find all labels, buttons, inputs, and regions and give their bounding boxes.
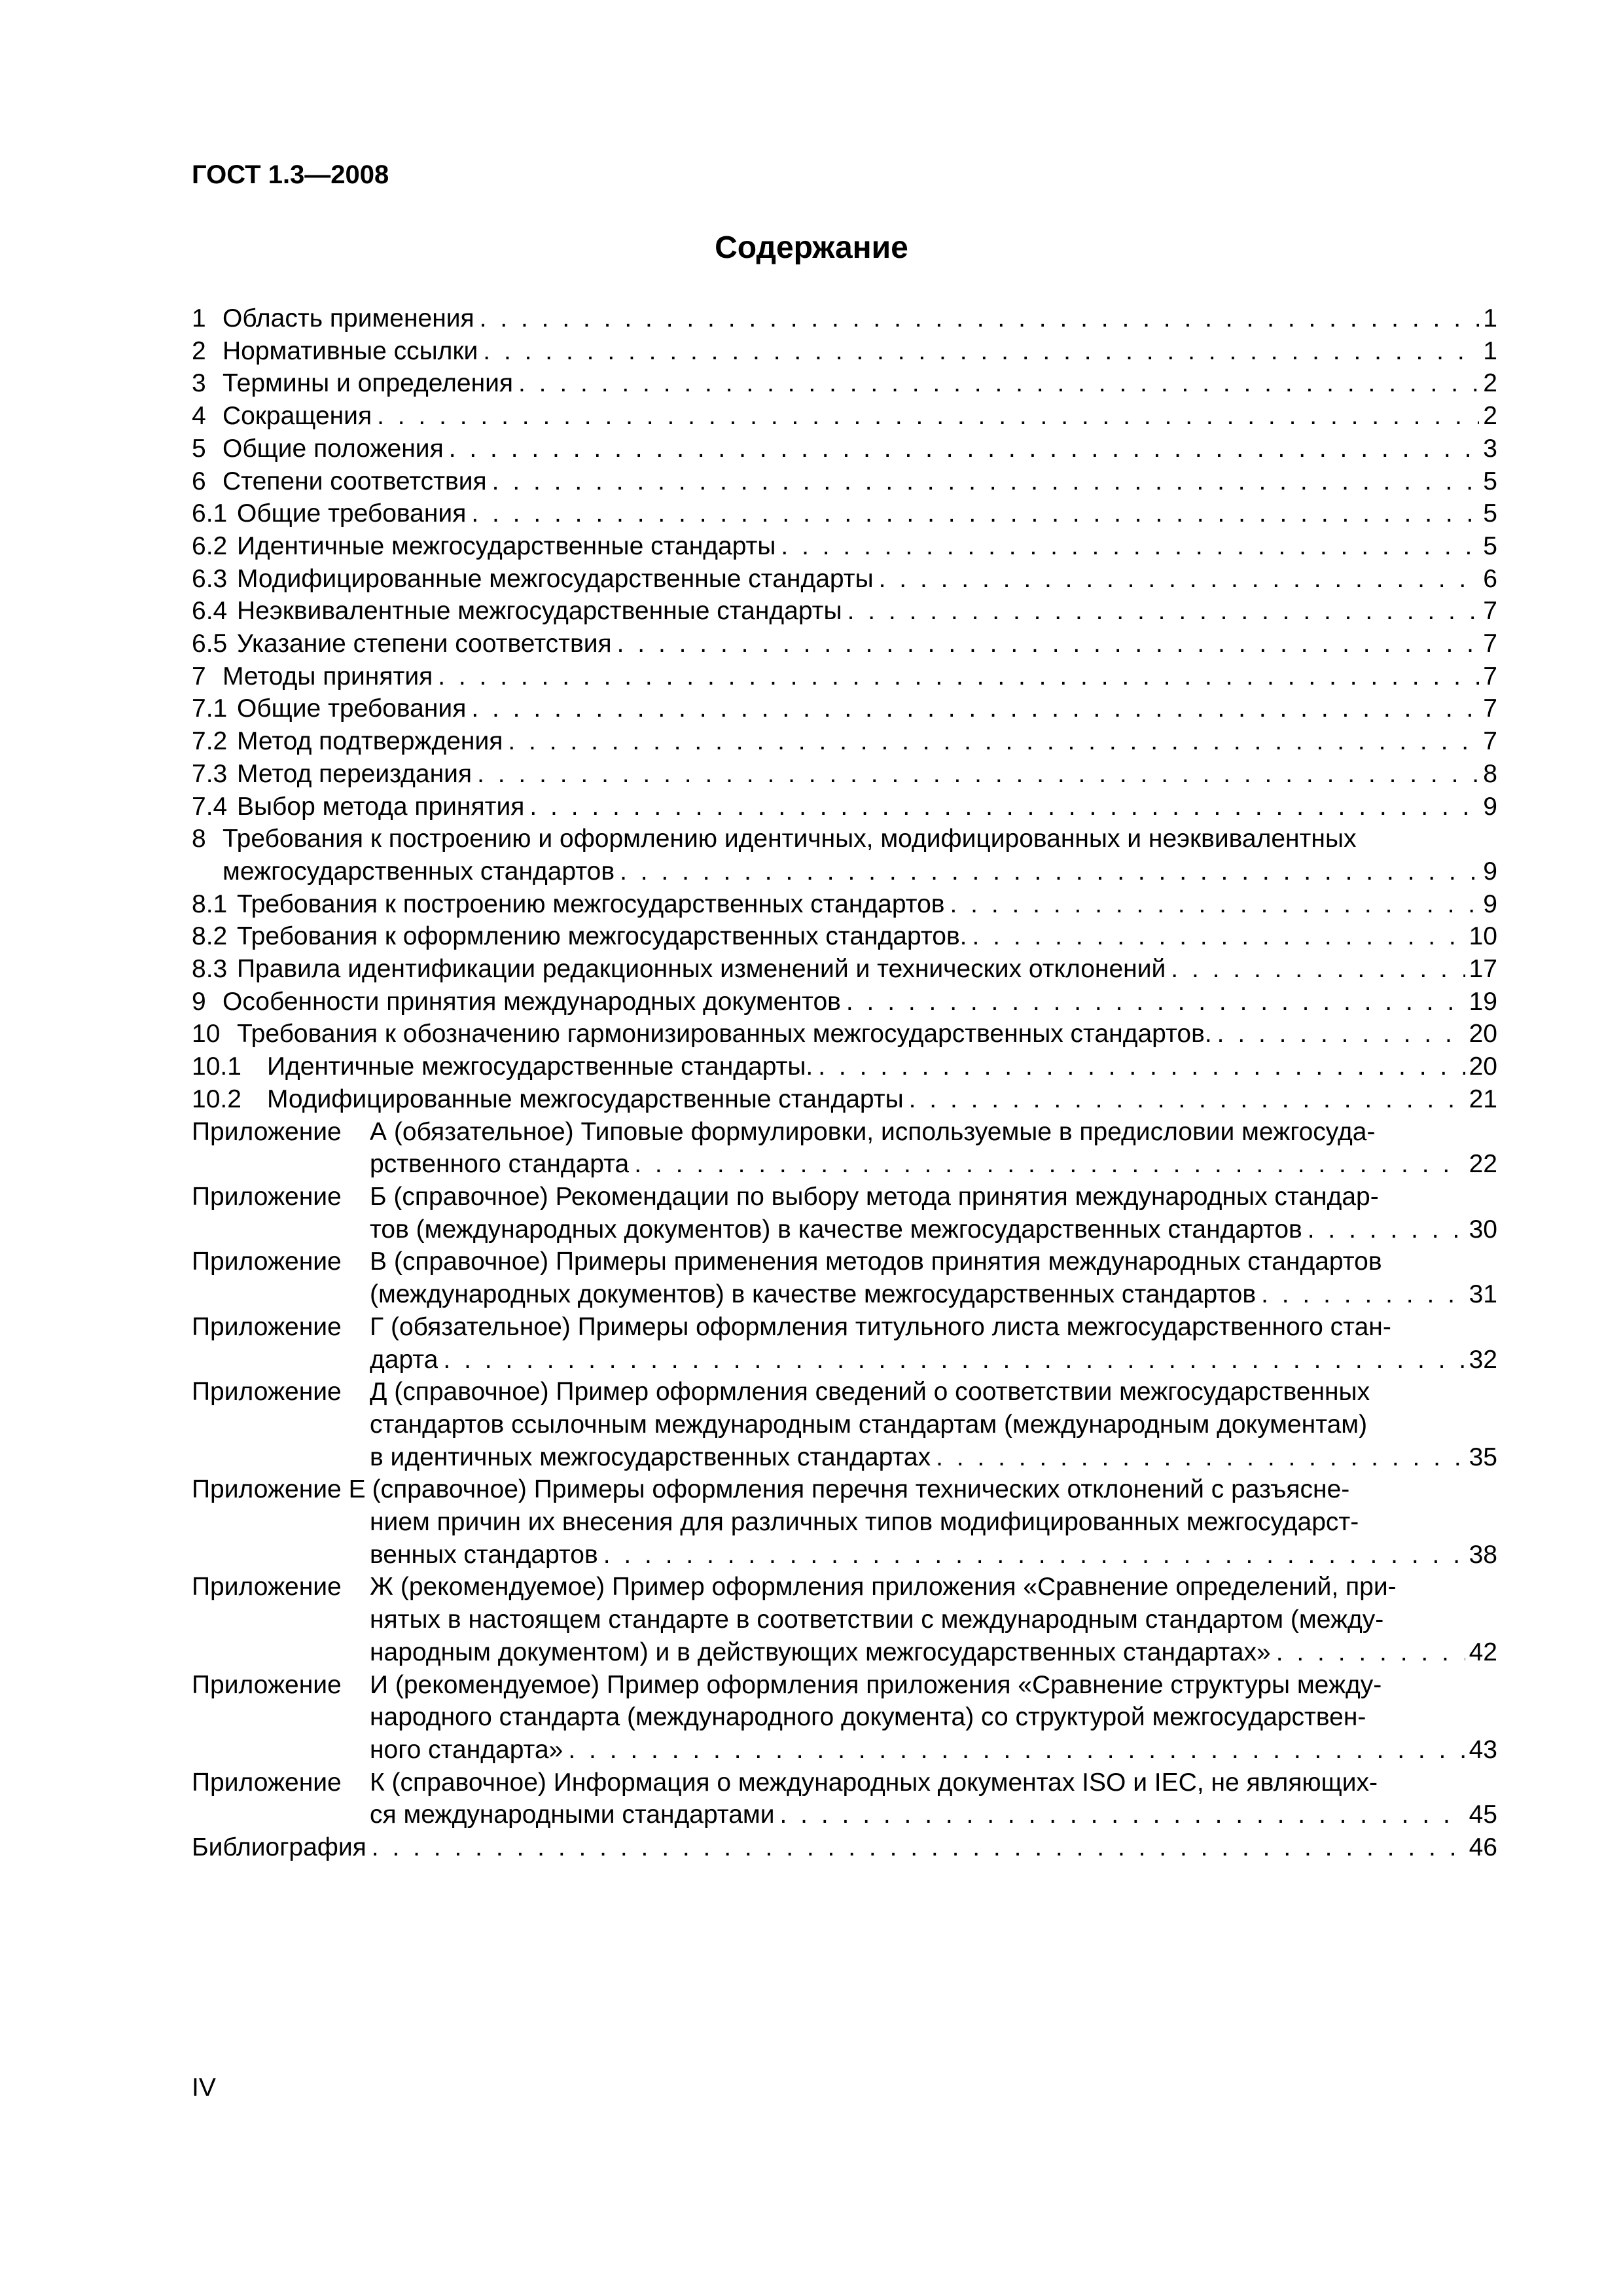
toc-number: 8.3 [192, 955, 228, 984]
leader-dots [492, 465, 1480, 498]
toc-text-cont: межгосударственных стандартов [223, 857, 615, 886]
toc-entry-6[interactable] [192, 465, 1497, 498]
leader-dots [372, 1831, 1465, 1864]
leader-dots [377, 400, 1479, 433]
toc-text: Д (справочное) Пример оформления сведений о соответствии межгосударственных [370, 1378, 1370, 1407]
toc-page: 3 [1483, 434, 1497, 463]
toc-entry-7-1[interactable] [192, 692, 1497, 725]
toc-entry-9[interactable] [192, 986, 1497, 1018]
toc-page: 30 [1469, 1215, 1497, 1244]
toc-number: 4 [192, 402, 206, 431]
leader-dots [879, 563, 1480, 596]
toc-page: 43 [1469, 1735, 1497, 1764]
toc-page: 2 [1483, 402, 1497, 431]
appendix-prefix: Приложение [192, 1378, 342, 1407]
leader-dots [1217, 1018, 1465, 1050]
toc-entry-7-4[interactable] [192, 791, 1497, 823]
toc-number: 10.2 [192, 1085, 241, 1113]
appendix-prefix: Приложение [192, 1247, 342, 1276]
toc-number: 2 [192, 336, 206, 365]
leader-dots [449, 433, 1480, 465]
toc-appendix-i[interactable] [192, 1669, 1497, 1767]
toc-text: Метод подтверждения [237, 727, 503, 756]
toc-page: 9 [1483, 857, 1497, 886]
toc-number: 7.1 [192, 694, 228, 723]
toc-number: 3 [192, 369, 206, 398]
leader-dots [634, 1148, 1465, 1181]
toc-number: 7.2 [192, 727, 228, 756]
leader-dots [568, 1734, 1465, 1767]
leader-dots [972, 920, 1465, 953]
toc-text: Идентичные межгосударственные стандарты. [267, 1052, 813, 1081]
toc-entry-10-1[interactable] [192, 1050, 1497, 1083]
toc-text: Сокращения [223, 402, 372, 431]
leader-dots [477, 758, 1479, 791]
toc-page: 35 [1469, 1443, 1497, 1471]
toc-page: 20 [1469, 1052, 1497, 1081]
toc-page: 10 [1469, 922, 1497, 951]
toc-text: Неэквивалентные межгосударственные стандарты [237, 597, 842, 626]
appendix-prefix: Приложение [192, 1312, 342, 1341]
leader-dots [950, 888, 1480, 921]
toc-entry-5[interactable] [192, 433, 1497, 465]
toc-entry-6-4[interactable] [192, 595, 1497, 628]
toc-entry-6-3[interactable] [192, 563, 1497, 596]
toc-text: Указание степени соответствия [237, 630, 612, 658]
leader-dots [471, 692, 1479, 725]
leader-dots [780, 1799, 1465, 1831]
toc-entry-1[interactable] [192, 302, 1497, 335]
toc-text: Выбор метода принятия [237, 792, 525, 821]
toc-entry-8-1[interactable] [192, 888, 1497, 921]
toc-text: Общие требования [237, 694, 467, 723]
toc-page: 5 [1483, 499, 1497, 528]
toc-text-cont: дарта [370, 1345, 438, 1374]
toc-page: 22 [1469, 1150, 1497, 1179]
toc-text: Г (обязательное) Примеры оформления титульного листа межгосударственного стан- [370, 1312, 1391, 1341]
toc-text-cont: рственного стандарта [370, 1150, 630, 1179]
toc-text: Требования к построению межгосударственных стандартов [237, 889, 945, 918]
toc-text-cont: народным документом) и в действующих межгосударственных стандартах» [370, 1638, 1271, 1666]
leader-dots [483, 335, 1479, 368]
leader-dots [1276, 1636, 1465, 1669]
appendix-prefix: Приложение [192, 1573, 342, 1602]
toc-page: 2 [1483, 369, 1497, 398]
toc-number: 8 [192, 825, 206, 853]
toc-entry-6-1[interactable] [192, 497, 1497, 530]
toc-number: 6.2 [192, 531, 228, 560]
toc-entry-3[interactable] [192, 367, 1497, 400]
toc-entry-8-3[interactable] [192, 953, 1497, 986]
toc-page: 38 [1469, 1540, 1497, 1569]
toc-entry-8[interactable] [192, 823, 1497, 888]
toc-entry-7-3[interactable] [192, 758, 1497, 791]
toc-appendix-v[interactable] [192, 1246, 1497, 1310]
toc-text: Нормативные ссылки [223, 336, 478, 365]
leader-dots [909, 1083, 1465, 1116]
toc-text-cont: народного стандарта (международного документа) со структурой межгосударствен- [370, 1703, 1366, 1732]
toc-entry-10-2[interactable] [192, 1083, 1497, 1116]
toc-text: Особенности принятия международных документов [223, 987, 841, 1016]
toc-page: 9 [1483, 889, 1497, 918]
toc-page: 8 [1483, 759, 1497, 788]
toc-page: 45 [1469, 1801, 1497, 1829]
toc-entry-4[interactable] [192, 400, 1497, 433]
toc-text: Библиография [192, 1833, 366, 1862]
leader-dots [936, 1441, 1465, 1474]
toc-entry-7[interactable] [192, 660, 1497, 693]
leader-dots [1308, 1213, 1465, 1246]
toc-page: 20 [1469, 1020, 1497, 1049]
toc-text: Метод переиздания [237, 759, 473, 788]
toc-page: 1 [1483, 304, 1497, 332]
leader-dots [818, 1050, 1465, 1083]
toc-number: 8.2 [192, 922, 228, 951]
toc-page: 7 [1483, 597, 1497, 626]
toc-text: Требования к обозначению гармонизированных межгосударственных стандартов. [237, 1020, 1212, 1049]
toc-page: 21 [1469, 1085, 1497, 1113]
toc-appendix-a[interactable] [192, 1116, 1497, 1181]
toc-page: 7 [1483, 694, 1497, 723]
toc-number: 10 [192, 1020, 221, 1049]
toc-appendix-zh[interactable] [192, 1571, 1497, 1668]
toc-page: 7 [1483, 630, 1497, 658]
toc-text: Область применения [223, 304, 474, 332]
toc-appendix-b[interactable] [192, 1181, 1497, 1246]
toc-text-cont: стандартов ссылочным международным стандартам (международным документам) [370, 1410, 1368, 1439]
leader-dots [1261, 1278, 1465, 1311]
leader-dots [438, 660, 1479, 693]
leader-dots [617, 628, 1480, 660]
toc-text: В (справочное) Примеры применения методов принятия международных стандартов [370, 1247, 1382, 1276]
toc-text-cont: венных стандартов [370, 1540, 598, 1569]
toc-entry-2[interactable] [192, 335, 1497, 368]
toc-text: Общие требования [237, 499, 467, 528]
toc-entry-6-2[interactable] [192, 530, 1497, 563]
toc-entry-8-2[interactable] [192, 920, 1497, 953]
toc-number: 6.4 [192, 597, 228, 626]
toc-page: 19 [1469, 987, 1497, 1016]
leader-dots [846, 986, 1465, 1018]
toc-text: Ж (рекомендуемое) Пример оформления приложения «Сравнение определений, при- [370, 1573, 1397, 1602]
toc-page: 46 [1469, 1833, 1497, 1862]
toc-appendix-g[interactable] [192, 1311, 1497, 1376]
toc-number: 5 [192, 434, 206, 463]
toc-text-cont: нятых в настоящем стандарте в соответствии с международным стандартом (между- [370, 1605, 1384, 1634]
toc-text: Общие положения [223, 434, 444, 463]
toc-number: 7 [192, 662, 206, 691]
appendix-prefix: Приложение [192, 1768, 342, 1797]
toc-page: 32 [1469, 1345, 1497, 1374]
toc-text: Термины и определения [223, 369, 514, 398]
toc-text-cont: ся международными стандартами [370, 1801, 775, 1829]
toc-text: Степени соответствия [223, 467, 487, 495]
toc-text: Методы принятия [223, 662, 433, 691]
toc-text-cont: нием причин их внесения для различных типов модифицированных межгосударст- [370, 1508, 1359, 1537]
toc-page: 17 [1469, 955, 1497, 984]
toc-number: 6.5 [192, 630, 228, 658]
toc-bibliography[interactable] [192, 1831, 1497, 1864]
toc-page: 5 [1483, 531, 1497, 560]
appendix-prefix: Приложение [192, 1182, 342, 1211]
toc-entry-6-5[interactable] [192, 628, 1497, 660]
toc-text-cont: тов (международных документов) в качестве межгосударственных стандартов [370, 1215, 1302, 1244]
toc-text-cont: ного стандарта» [370, 1735, 563, 1764]
toc-number: 7.4 [192, 792, 228, 821]
toc-text: Модифицированные межгосударственные стандарты [267, 1085, 904, 1113]
toc-number: 6.3 [192, 564, 228, 593]
appendix-prefix: Приложение Е [192, 1475, 366, 1504]
toc-number: 6 [192, 467, 206, 495]
toc-page: 7 [1483, 727, 1497, 756]
toc-text: К (справочное) Информация о международных документах ISO и IEC, не являющих- [370, 1768, 1378, 1797]
table-of-contents [192, 302, 1497, 1864]
toc-page: 1 [1483, 336, 1497, 365]
toc-text: Модифицированные межгосударственные стандарты [237, 564, 874, 593]
toc-number: 8.1 [192, 889, 228, 918]
toc-text: (справочное) Примеры оформления перечня технических отклонений с разъясне- [372, 1475, 1350, 1504]
page-folio: IV [192, 2073, 216, 2102]
leader-dots [847, 595, 1480, 628]
toc-appendix-e[interactable] [192, 1473, 1497, 1571]
toc-appendix-k[interactable] [192, 1767, 1497, 1831]
leader-dots [529, 791, 1479, 823]
toc-text: Требования к построению и оформлению идентичных, модифицированных и неэквивалентных [223, 825, 1357, 853]
toc-text: Б (справочное) Рекомендации по выбору метода принятия международных стандар- [370, 1182, 1379, 1211]
leader-dots [781, 530, 1479, 563]
appendix-prefix: Приложение [192, 1117, 342, 1146]
leader-dots [518, 367, 1479, 400]
toc-number: 7.3 [192, 759, 228, 788]
leader-dots [480, 302, 1480, 335]
toc-text-cont: (международных документов) в качестве межгосударственных стандартов [370, 1280, 1257, 1309]
toc-text: Правила идентификации редакционных изменений и технических отклонений [237, 955, 1166, 984]
leader-dots [620, 855, 1479, 888]
leader-dots [508, 725, 1479, 758]
page-title: Содержание [715, 230, 908, 265]
toc-text: И (рекомендуемое) Пример оформления приложения «Сравнение структуры между- [370, 1670, 1382, 1699]
toc-number: 1 [192, 304, 206, 332]
toc-entry-10[interactable] [192, 1018, 1497, 1050]
toc-page: 5 [1483, 467, 1497, 495]
leader-dots [471, 497, 1479, 530]
leader-dots [1171, 953, 1465, 986]
toc-page: 31 [1469, 1280, 1497, 1309]
leader-dots [443, 1344, 1465, 1376]
toc-number: 6.1 [192, 499, 228, 528]
toc-entry-7-2[interactable] [192, 725, 1497, 758]
document-code: ГОСТ 1.3—2008 [192, 160, 389, 189]
toc-page: 9 [1483, 792, 1497, 821]
toc-text: Идентичные межгосударственные стандарты [237, 531, 776, 560]
toc-number: 10.1 [192, 1052, 241, 1081]
toc-text: Требования к оформлению межгосударственных стандартов. [237, 922, 967, 951]
toc-page: 6 [1483, 564, 1497, 593]
toc-text: А (обязательное) Типовые формулировки, используемые в предисловии межгосуда- [370, 1117, 1376, 1146]
leader-dots [603, 1539, 1465, 1571]
toc-page: 7 [1483, 662, 1497, 691]
toc-appendix-d[interactable] [192, 1376, 1497, 1473]
toc-text-cont: в идентичных межгосударственных стандартах [370, 1443, 931, 1471]
toc-page: 42 [1469, 1638, 1497, 1666]
toc-number: 9 [192, 987, 206, 1016]
appendix-prefix: Приложение [192, 1670, 342, 1699]
